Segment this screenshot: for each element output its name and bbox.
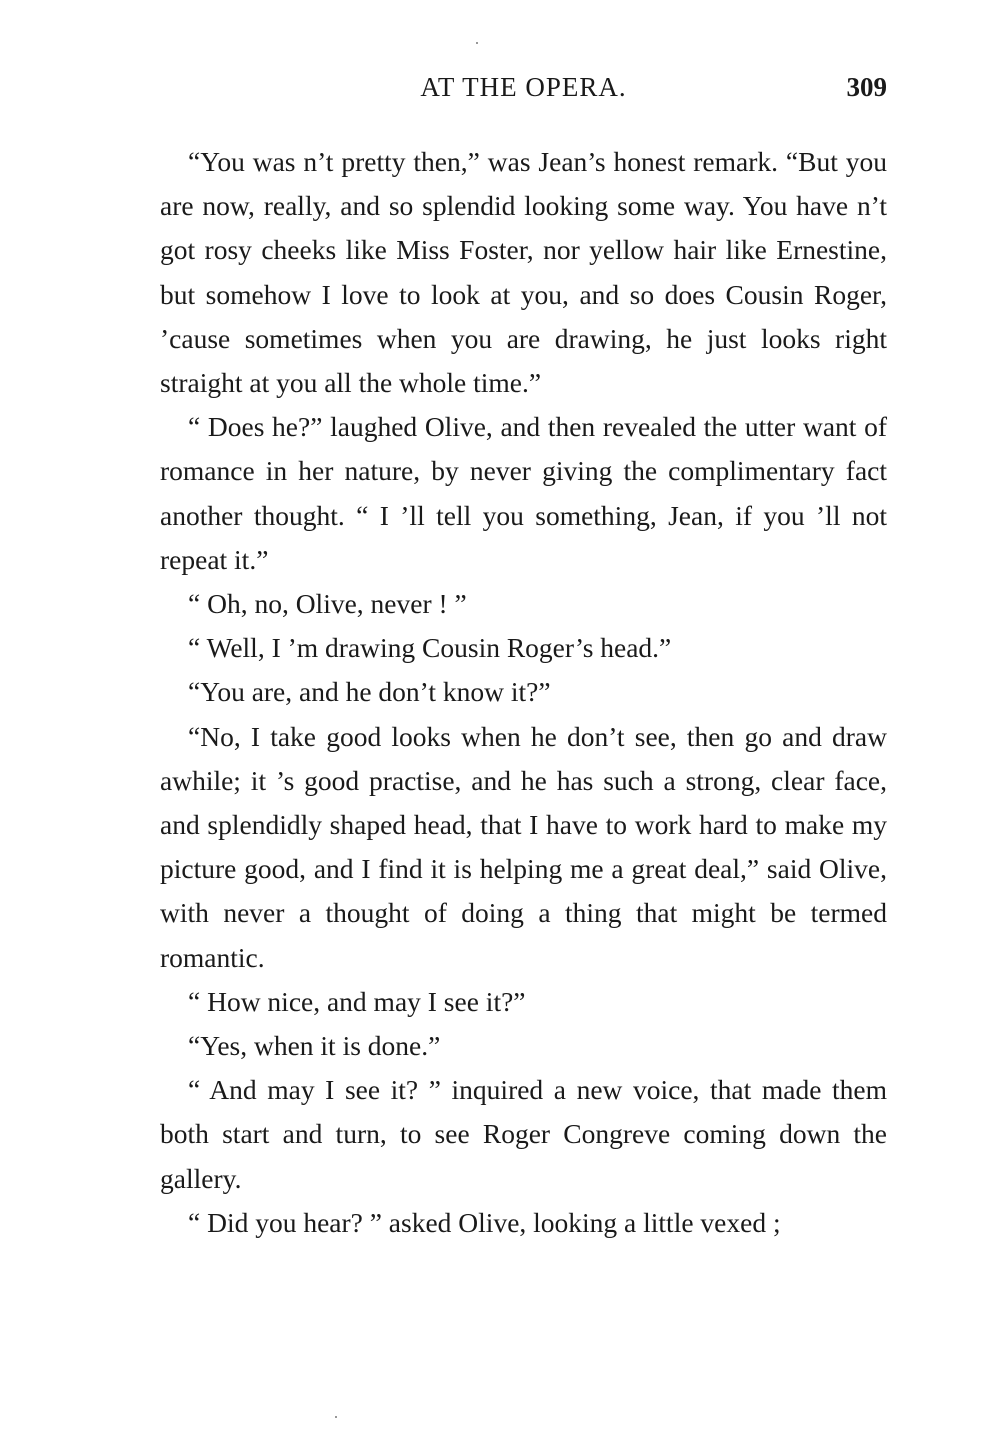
speck-mark: [335, 1416, 337, 1418]
paragraph: “ And may I see it? ” inquired a new voice, that made them both start and turn, to see Roger Congreve coming down the gallery.: [160, 1074, 887, 1194]
paragraph: “Yes, when it is done.”: [188, 1030, 441, 1062]
paragraph: “No, I take good looks when he don’t see, then go and draw awhile; it ’s good practise, and he has such a strong, clear face, and splendidly shaped head, that I have to work hard to make my picture good, and I find it is helping me a great deal,” said Olive, with never a thought of doing a thing that might be termed romantic.: [160, 720, 887, 973]
paragraph: “You are, and he don’t know it?”: [188, 676, 551, 708]
speck-mark: [476, 42, 478, 44]
running-title: AT THE OPERA.: [420, 72, 627, 102]
paragraph: “You was n’t pretty then,” was Jean’s honest remark. “But you are now, really, and so splendid looking some way. You have n’t got rosy cheeks like Miss Foster, nor yellow hair like Ernestine, but somehow I love to look at you, and so does Cousin Roger, ’cause sometimes when you are drawing, he just looks right straight at you all the whole time.”: [160, 146, 887, 399]
paragraph: “ Does he?” laughed Olive, and then revealed the utter want of romance in her nature, by never giving the complimentary fact another thought. “ I ’ll tell you something, Jean, if you ’ll not repeat it.”: [160, 411, 887, 575]
paragraph: “ Did you hear? ” asked Olive, looking a little vexed ;: [188, 1206, 781, 1238]
page-number: 309: [846, 72, 887, 102]
page-header: [160, 72, 887, 112]
body-text: [160, 140, 887, 1245]
paragraph: “ Well, I ’m drawing Cousin Roger’s head.”: [188, 632, 672, 664]
paragraph: “ Oh, no, Olive, never ! ”: [188, 588, 467, 620]
paragraph: “ How nice, and may I see it?”: [188, 985, 526, 1017]
